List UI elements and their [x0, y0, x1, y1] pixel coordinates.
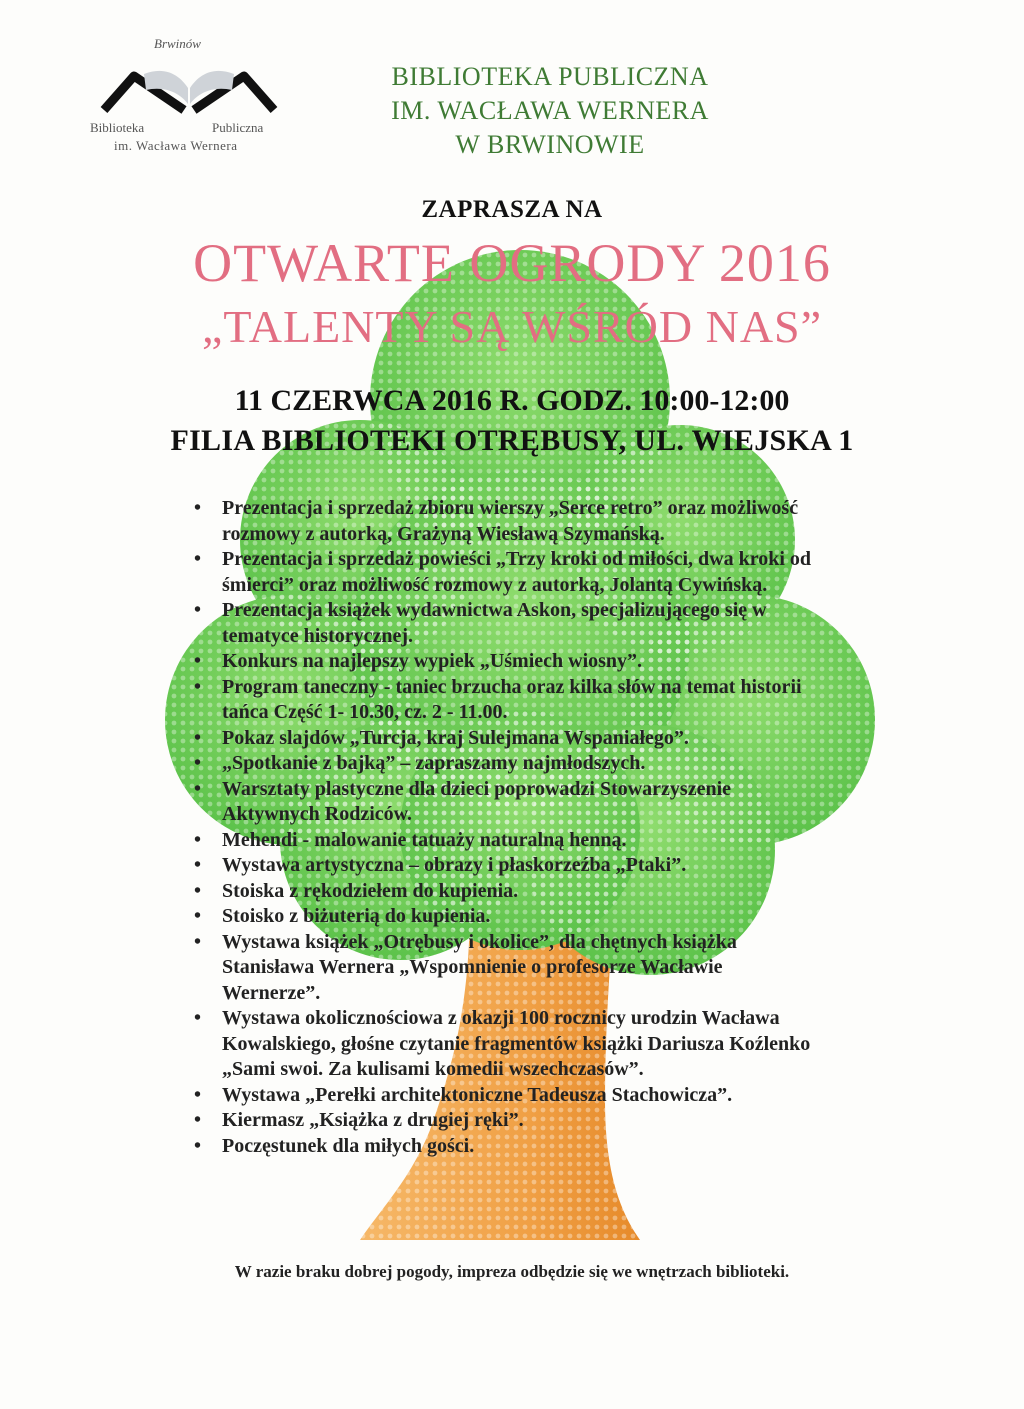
program-item [190, 828, 920, 854]
program-item-line: Prezentacja i sprzedaż zbioru wierszy „Serce retro” oraz możliwość [222, 497, 799, 519]
library-logo [84, 30, 294, 160]
logo-left-text: Biblioteka [90, 120, 145, 135]
weather-note: W razie braku dobrej pogody, impreza odbędzie się we wnętrzach biblioteki. [234, 1262, 790, 1281]
event-date-time: 11 CZERWCA 2016 R. GODZ. 10:00-12:00 [234, 384, 790, 417]
program-item-line: rozmowy z autorką, Grażyną Wiesławą Szymańską. [222, 522, 665, 545]
event-subtitle: „TALENTY SĄ WŚRÓD NAS” [201, 301, 823, 352]
program-item-line: śmierci” oraz możliwość rozmowy z autorką, Jolantą Cywińską. [222, 573, 768, 596]
program-item-line: Stanisława Wernera „Wspomnienie o profesorze Wacławie [222, 956, 723, 978]
organization-line-1: BIBLIOTEKA PUBLICZNA [391, 62, 709, 91]
organization-line-2: IM. WACŁAWA WERNERA [391, 96, 709, 125]
program-item-line: Program taneczny - taniec brzucha oraz kilka słów na temat historii [222, 675, 802, 698]
program-item-line: Stoiska z rękodziełem do kupienia. [222, 879, 519, 902]
bullet-icon: • [194, 726, 202, 749]
program-item [190, 496, 920, 547]
program-item-line: Konkurs na najlepszy wypiek „Uśmiech wiosny”. [222, 650, 643, 672]
program-item [190, 1134, 920, 1160]
program-item [190, 1083, 920, 1109]
program-item [190, 930, 920, 1007]
program-item-line: Pokaz slajdów „Turcja, kraj Sulejmana Wspaniałego”. [222, 726, 689, 749]
bullet-icon: • [194, 1007, 202, 1029]
program-item [190, 853, 920, 879]
program-item [190, 547, 920, 598]
program-item-line: Warsztaty plastyczne dla dzieci poprowadzi Stowarzyszenie [222, 777, 732, 800]
bullet-icon: • [194, 905, 202, 927]
program-item-line: Wystawa „Perełki architektoniczne Tadeusza Stachowicza”. [222, 1083, 733, 1106]
invite-heading: ZAPRASZA NA [421, 196, 603, 223]
program-item [190, 1108, 920, 1134]
program-item [190, 598, 920, 649]
program-item [190, 726, 920, 752]
bullet-icon: • [194, 1134, 202, 1157]
program-item-line: Wystawa książek „Otrębusy i okolice”, dla chętnych książka [222, 930, 737, 953]
logo-top-text: Brwinów [154, 36, 201, 51]
bullet-icon: • [194, 930, 202, 953]
program-item-line: Wernerze”. [222, 981, 321, 1004]
program-item-line: Wystawa okolicznościowa z okazji 100 rocznicy urodzin Wacława [222, 1007, 780, 1029]
program-list [190, 496, 920, 1159]
program-item-line: Kowalskiego, głośne czytanie fragmentów książki Dariusza Koźlenko [222, 1032, 811, 1055]
program-item-line: Kiermasz „Książka z drugiej ręki”. [222, 1109, 524, 1131]
bullet-icon: • [194, 675, 202, 698]
program-item-line: Mehendi - malowanie tatuaży naturalną henną. [222, 828, 627, 851]
bullet-icon: • [194, 854, 202, 876]
bullet-icon: • [194, 1083, 202, 1106]
program-item [190, 675, 920, 726]
bullet-icon: • [194, 599, 202, 621]
organization-name [330, 60, 770, 162]
bullet-icon: • [194, 1109, 202, 1131]
bullet-icon: • [194, 548, 202, 570]
open-book-icon [84, 52, 294, 122]
program-item [190, 649, 920, 675]
bullet-icon: • [194, 828, 202, 851]
program-item [190, 777, 920, 828]
logo-bottom-text: im. Wacława Wernera [114, 138, 238, 153]
logo-right-text: Publiczna [212, 120, 264, 135]
program-item-line: Wystawa artystyczna – obrazy i płaskorzeźba „Ptaki”. [222, 854, 687, 876]
bullet-icon: • [194, 879, 202, 902]
bullet-icon: • [194, 497, 202, 519]
program-item-line: tańca Część 1- 10.30, cz. 2 - 11.00. [222, 701, 508, 723]
program-item-line: Poczęstunek dla miłych gości. [222, 1134, 475, 1157]
program-item-line: „Spotkanie z bajką” – zapraszamy najmłodszych. [222, 752, 646, 774]
bullet-icon: • [194, 777, 202, 800]
program-item [190, 904, 920, 930]
program-item-line: tematyce historycznej. [222, 624, 414, 647]
program-item-line: Stoisko z biżuterią do kupienia. [222, 905, 491, 927]
program-item-line: Aktywnych Rodziców. [222, 803, 413, 825]
bullet-icon: • [194, 752, 202, 774]
program-item-line: „Sami swoi. Za kulisami komedii wszechczasów”. [222, 1058, 644, 1080]
bullet-icon: • [194, 650, 202, 672]
program-item [190, 879, 920, 905]
event-location: FILIA BIBLIOTEKI OTRĘBUSY, UL. WIEJSKA 1 [170, 424, 854, 457]
program-item-line: Prezentacja książek wydawnictwa Askon, specjalizującego się w [222, 599, 767, 621]
program-item [190, 1006, 920, 1083]
program-item [190, 751, 920, 777]
program-item-line: Prezentacja i sprzedaż powieści „Trzy kroki od miłości, dwa kroki od [222, 548, 812, 570]
organization-line-3: W BRWINOWIE [455, 130, 645, 159]
event-title: OTWARTE OGRODY 2016 [193, 233, 831, 293]
